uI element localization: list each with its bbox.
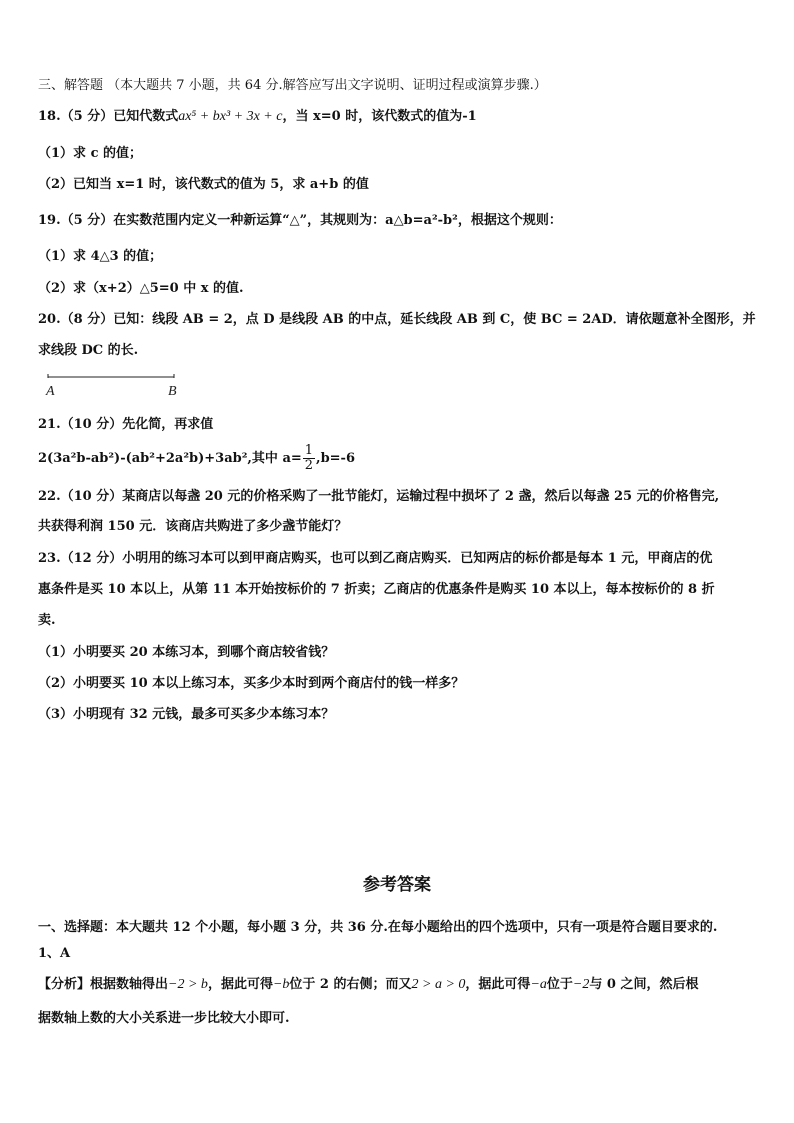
question-23-part3: （3）小明现有 32 元钱，最多可买多少本练习本？	[38, 707, 335, 722]
question-23-line1: 23.（12 分）小明用的练习本可以到甲商店购买，也可以到乙商店购买．已知两店的标价都是每本 1 元，甲商店的优	[38, 551, 713, 566]
point-b-label: B	[168, 384, 177, 399]
analysis-text-f: 与 0 之间，然后根	[589, 977, 699, 992]
question-22-line1: 22.（10 分）某商店以每盏 20 元的价格采购了一批节能灯，运输过程中损坏了 2 盏，然后以每盏 25 元的价格售完,	[38, 489, 720, 504]
question-19-stem: 19.（5 分）在实数范围内定义一种新运算“△”，其规则为：a△b=a²-b²，根据这个规则：	[38, 213, 562, 228]
question-18-stem	[38, 108, 756, 126]
q18-suffix: ，当 x=0 时，该代数式的值为-1	[282, 109, 477, 124]
question-19-part2: （2）求（x+2）△5=0 中 x 的值.	[38, 281, 244, 296]
question-23-part1: （1）小明要买 20 本练习本，到哪个商店较省钱？	[38, 645, 335, 660]
question-18-part2: （2）已知当 x=1 时，该代数式的值为 5，求 a+b 的值	[38, 177, 369, 192]
answers-section1: 一、选择题：本大题共 12 个小题，每小题 3 分，共 36 分.在每小题给出的四个选项中，只有一项是符合题目要求的.	[38, 920, 718, 935]
segment-ab-figure	[44, 372, 184, 400]
analysis-tag: 【分析】	[38, 977, 91, 992]
q21-expr-prefix: 2(3a²b-ab²)-(ab²+2a²b)+3ab²,其中 a=	[38, 451, 302, 466]
analysis-math-5: −2	[572, 977, 590, 992]
analysis-text-d: ，据此可得	[465, 977, 531, 992]
question-18-part1: （1）求 c 的值；	[38, 146, 143, 161]
q18-prefix: 18.（5 分）已知代数式	[38, 109, 179, 124]
analysis-math-1: −2 > b	[168, 977, 208, 992]
analysis-math-2: −b	[272, 977, 290, 992]
section-header: 三、解答题 （本大题共 7 小题，共 64 分.解答应写出文字说明、证明过程或演算步骤.）	[38, 78, 547, 93]
answers-title: 参考答案	[363, 875, 431, 895]
analysis-math-4: −a	[530, 977, 547, 992]
analysis-text-c: 位于 2 的右侧；而又	[289, 977, 412, 992]
analysis-math-3: 2 > a > 0	[411, 977, 466, 992]
answer-1-analysis-line1	[38, 976, 756, 994]
analysis-text-e: 位于	[546, 977, 573, 992]
q21-fraction	[303, 444, 315, 473]
question-23-part2: （2）小明要买 10 本以上练习本，买多少本时到两个商店付的钱一样多？	[38, 676, 465, 691]
q18-expression: ax⁵ + bx³ + 3x + c	[178, 109, 283, 124]
question-22-line2: 共获得利润 150 元．该商店共购进了多少盏节能灯？	[38, 519, 348, 534]
question-23-line2: 惠条件是买 10 本以上，从第 11 本开始按标价的 7 折卖；乙商店的优惠条件是购买 10 本以上，每本按标价的 8 折	[38, 582, 715, 597]
question-23-line3: 卖.	[38, 613, 56, 628]
q21-frac-numerator: 1	[304, 443, 314, 458]
q21-expr-suffix: ,b=-6	[316, 451, 355, 466]
q21-frac-denominator: 2	[304, 458, 314, 473]
question-21-expression	[38, 444, 756, 474]
question-20-line2: 求线段 DC 的长.	[38, 343, 139, 358]
analysis-text-a: 根据数轴得出	[90, 977, 169, 992]
answer-1: 1、A	[38, 946, 71, 961]
analysis-text-b: ，据此可得	[207, 977, 273, 992]
question-21-stem: 21.（10 分）先化简，再求值	[38, 417, 214, 432]
point-a-label: A	[46, 384, 55, 399]
answer-1-analysis-line2: 据数轴上数的大小关系进一步比较大小即可.	[38, 1011, 290, 1026]
question-19-part1: （1）求 4△3 的值；	[38, 249, 163, 264]
question-20-line1: 20.（8 分）已知：线段 AB = 2，点 D 是线段 AB 的中点，延长线段 AB 到 C，使 BC = 2AD．请依题意补全图形，并	[38, 312, 756, 327]
